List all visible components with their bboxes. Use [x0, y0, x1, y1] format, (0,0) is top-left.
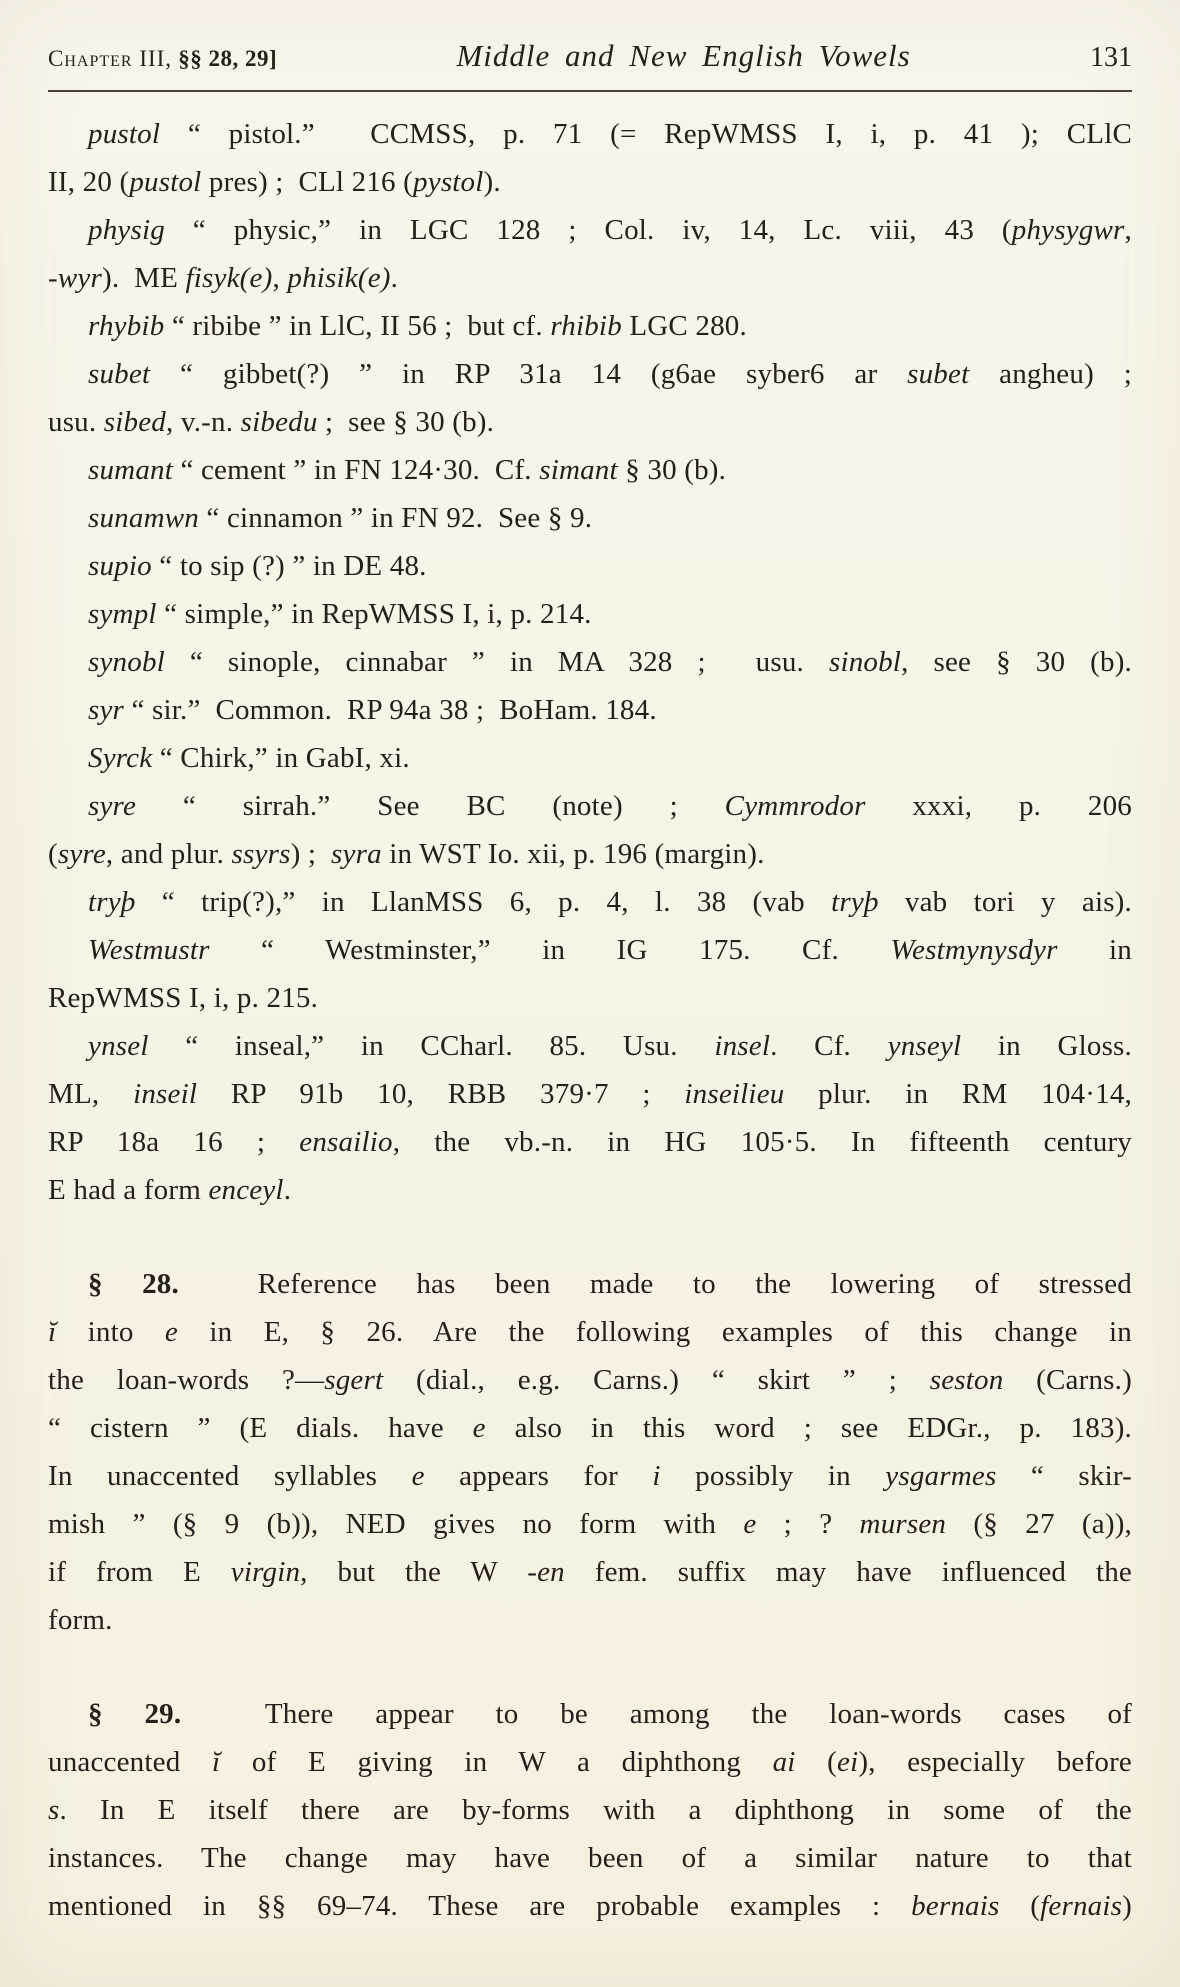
italic-text: e [743, 1508, 757, 1540]
text-run: “ sirrah.” See BC (note) ; [136, 790, 725, 822]
italic-text: pustol [129, 166, 202, 198]
italic-text: ynsel [88, 1030, 149, 1062]
text-run: (dial., e.g. Carns.) “ skirt ” ; [383, 1364, 930, 1396]
text-run: plur. in RM 104·14, [784, 1078, 1132, 1110]
text-run: “ physic,” in LGC 128 ; Col. iv, 14, Lc. viii, 43 ( [164, 214, 1012, 246]
text-run: Reference has been made to the lowering of stressed [178, 1268, 1132, 1300]
text-line [48, 1882, 1132, 1930]
text-run: mentioned in §§ 69–74. These are probable examples : [48, 1890, 912, 1922]
text-run: , v.-n. [166, 406, 241, 438]
text-run: “ skir- [996, 1460, 1132, 1492]
italic-text: e [411, 1460, 425, 1492]
text-line [48, 1070, 1132, 1118]
text-run: In unaccented syllables [48, 1460, 412, 1492]
text-line [48, 878, 1132, 926]
italic-text: virgin [230, 1556, 301, 1588]
text-run: . In E itself there are by-forms with a diphthong in some of the [59, 1794, 1132, 1826]
italic-text: ai [772, 1746, 796, 1778]
text-run: RP 91b 10, RBB 379·7 ; [197, 1078, 685, 1110]
text-run: possibly in [660, 1460, 886, 1492]
text-line [48, 1500, 1132, 1548]
italic-text: ei [837, 1746, 859, 1778]
italic-text: sumant [88, 454, 173, 486]
text-line [48, 254, 1132, 302]
text-run: ( [999, 1890, 1041, 1922]
text-line [48, 206, 1132, 254]
text-run: in [1057, 934, 1132, 966]
text-run: fem. suffix may have influenced the [564, 1556, 1132, 1588]
running-header [48, 38, 1132, 74]
text-run: if from E [48, 1556, 231, 1588]
italic-text: fernais [1040, 1890, 1123, 1922]
text-line [48, 1166, 1132, 1214]
page-number: 131 [1090, 42, 1132, 73]
entry-rhybib [48, 302, 1132, 350]
text-run: in E, § 26. Are the following examples of this change in [178, 1316, 1132, 1348]
running-head-title: Middle and New English Vowels [456, 38, 911, 73]
text-run: instances. The change may have been of a similar nature to that [48, 1842, 1132, 1874]
text-run: appears for [424, 1460, 653, 1492]
italic-text: rhybib [88, 310, 165, 342]
italic-text: sibedu [240, 406, 318, 438]
text-run: usu. [48, 406, 104, 438]
italic-text: seston [929, 1364, 1004, 1396]
italic-text: simant [539, 454, 618, 486]
italic-text: physig [88, 214, 165, 246]
italic-text: syre [88, 790, 137, 822]
italic-text: Westmustr [88, 934, 210, 966]
text-line [48, 1308, 1132, 1356]
text-run: also in this word ; see EDGr., p. 183). [485, 1412, 1132, 1444]
text-line [48, 446, 1132, 494]
text-run: II, 20 ( [48, 166, 130, 198]
text-run: There appear to be among the loan-words cases of [181, 1698, 1132, 1730]
italic-text: i [652, 1460, 661, 1492]
text-run: “ simple,” in RepWMSS I, i, p. 214. [156, 598, 592, 630]
text-run: E had a form [48, 1174, 209, 1206]
text-line [48, 926, 1132, 974]
text-line [48, 350, 1132, 398]
text-run: ; see § 30 (b). [317, 406, 495, 438]
italic-text: ynseyl [887, 1030, 962, 1062]
entry-supio [48, 542, 1132, 590]
italic-text: syra [331, 838, 382, 870]
text-run: LGC 280. [621, 310, 747, 342]
text-line [48, 1118, 1132, 1166]
italic-text: mursen [859, 1508, 947, 1540]
entry-physig [48, 206, 1132, 302]
italic-text: inseilieu [684, 1078, 785, 1110]
entry-syre [48, 782, 1132, 878]
entry-sumant [48, 446, 1132, 494]
italic-text: Syrck [88, 742, 153, 774]
italic-text: en [537, 1556, 565, 1588]
text-run: angheu) ; [969, 358, 1132, 390]
entry-subet [48, 350, 1132, 446]
text-run: “ Chirk,” in GabI, xi. [152, 742, 410, 774]
italic-text: pystol [413, 166, 484, 198]
text-line [48, 782, 1132, 830]
italic-text: -wyr [48, 262, 102, 294]
italic-text: subet [907, 358, 970, 390]
text-run: unaccented [48, 1746, 212, 1778]
text-run: , [272, 262, 288, 294]
italic-text: e [472, 1412, 486, 1444]
italic-text: sibed [103, 406, 167, 438]
text-run: , see § 30 (b). [901, 646, 1133, 678]
running-head-chapter [48, 46, 277, 72]
text-line [48, 734, 1132, 782]
text-run: in WST Io. xii, p. 196 (margin). [381, 838, 765, 870]
text-line [48, 1356, 1132, 1404]
italic-text: sunamwn [88, 502, 199, 534]
text-line [48, 1022, 1132, 1070]
text-run: into [56, 1316, 165, 1348]
text-run: RP 18a 16 ; [48, 1126, 300, 1158]
italic-text: insel [714, 1030, 771, 1062]
text-line [48, 302, 1132, 350]
text-run: “ Westminster,” in IG 175. Cf. [209, 934, 891, 966]
text-run: ; ? [756, 1508, 860, 1540]
italic-text: inseil [133, 1078, 198, 1110]
text-run: ) [1122, 1890, 1132, 1922]
italic-text: synobl [88, 646, 165, 678]
entry-synobl [48, 638, 1132, 686]
text-run: “ gibbet(?) ” in RP 31a 14 (g6ae syber6 ar [150, 358, 908, 390]
text-run: of E giving in W a diphthong [220, 1746, 773, 1778]
text-run: “ sir.” Common. RP 94a 38 ; BoHam. 184. [124, 694, 657, 726]
text-line [48, 1452, 1132, 1500]
text-run: ( [48, 838, 58, 870]
text-line [48, 830, 1132, 878]
italic-text: sympl [88, 598, 157, 630]
text-line [48, 1834, 1132, 1882]
entry-syr [48, 686, 1132, 734]
italic-text: ysgarmes [885, 1460, 997, 1492]
text-run: “ inseal,” in CCharl. 85. Usu. [148, 1030, 715, 1062]
text-line [48, 686, 1132, 734]
text-run: , but the W - [300, 1556, 538, 1588]
text-line [48, 1548, 1132, 1596]
entry-ynsel [48, 1022, 1132, 1214]
text-line [48, 494, 1132, 542]
italic-text: syre [57, 838, 106, 870]
entry-tryp [48, 878, 1132, 926]
italic-text: ssyrs [231, 838, 291, 870]
text-line [48, 638, 1132, 686]
text-run: (§ 27 (a)), [946, 1508, 1133, 1540]
italic-text: supio [88, 550, 152, 582]
text-run: , the vb.-n. in HG 105·5. In fifteenth century [392, 1126, 1132, 1158]
italic-text: ensailio [299, 1126, 393, 1158]
text-run: “ cinnamon ” in FN 92. See § 9. [198, 502, 593, 534]
text-run: ( [795, 1746, 837, 1778]
italic-text: bernais [911, 1890, 1000, 1922]
text-run: “ pistol.” CCMSS, p. 71 (= RepWMSS I, i, p. 41 ); CLlC [160, 118, 1132, 150]
text-run: ). ME [101, 262, 186, 294]
text-run: , and plur. [105, 838, 232, 870]
italic-text: ĭ [48, 1316, 57, 1348]
italic-text: sinobl [828, 646, 902, 678]
text-line [48, 398, 1132, 446]
text-run: “ to sip (?) ” in DE 48. [151, 550, 427, 582]
italic-text: physygwr [1011, 214, 1125, 246]
text-run: form. [48, 1604, 113, 1636]
text-run: , [1124, 214, 1132, 246]
entry-syrck [48, 734, 1132, 782]
chapter-label: Chapter III, [48, 46, 173, 71]
text-run: in Gloss. [961, 1030, 1132, 1062]
entry-sunamwn [48, 494, 1132, 542]
text-line [48, 1404, 1132, 1452]
text-line [48, 1786, 1132, 1834]
italic-text: phisik(e) [287, 262, 391, 294]
entry-sympl [48, 590, 1132, 638]
text-line [48, 1596, 1132, 1644]
text-run: “ trip(?),” in LlanMSS 6, p. 4, l. 38 (vab [135, 886, 832, 918]
italic-text: Westmynysdyr [890, 934, 1058, 966]
text-run: ), especially before [858, 1746, 1132, 1778]
text-run: “ cistern ” (E dials. have [48, 1412, 473, 1444]
text-run: vab tori y ais). [878, 886, 1132, 918]
text-line [48, 590, 1132, 638]
italic-text: s [48, 1794, 60, 1826]
text-run: “ ribibe ” in LlC, II 56 ; but cf. [164, 310, 551, 342]
text-run: (Carns.) [1003, 1364, 1132, 1396]
section-29 [48, 1690, 1132, 1930]
chapter-sections: §§ 28, 29] [178, 46, 278, 71]
italic-text: tryþ [88, 886, 136, 918]
text-run: . [283, 1174, 292, 1206]
text-run: ). [483, 166, 501, 198]
text-run: ML, [48, 1078, 134, 1110]
italic-text: subet [88, 358, 151, 390]
entry-westmustr [48, 926, 1132, 1022]
text-run: § 30 (b). [617, 454, 727, 486]
text-run: ) ; [290, 838, 332, 870]
text-run: . Cf. [770, 1030, 888, 1062]
text-run: mish ” (§ 9 (b)), NED gives no form with [48, 1508, 744, 1540]
section-28 [48, 1260, 1132, 1644]
italic-text: ĭ [212, 1746, 221, 1778]
text-line [48, 110, 1132, 158]
text-line [48, 158, 1132, 206]
text-run: “ sinople, cinnabar ” in MA 328 ; usu. [164, 646, 829, 678]
entry-pustol [48, 110, 1132, 206]
text-line [48, 1260, 1132, 1308]
text-line [48, 542, 1132, 590]
text-line [48, 974, 1132, 1022]
italic-text: pustol [88, 118, 161, 150]
bold-text: § 29. [88, 1698, 182, 1730]
text-run: xxxi, p. 206 [865, 790, 1132, 822]
text-run: . [390, 262, 399, 294]
header-rule [48, 90, 1132, 92]
italic-text: Cymmrodor [724, 790, 866, 822]
italic-text: enceyl [208, 1174, 284, 1206]
italic-text: tryþ [831, 886, 879, 918]
italic-text: sgert [324, 1364, 384, 1396]
text-run: pres) ; CLl 216 ( [201, 166, 414, 198]
italic-text: fisyk(e) [185, 262, 273, 294]
text-line [48, 1690, 1132, 1738]
text-run: “ cement ” in FN 124·30. Cf. [173, 454, 540, 486]
italic-text: syr [88, 694, 125, 726]
italic-text: rhibib [550, 310, 622, 342]
page-body [48, 110, 1132, 1930]
bold-text: § 28. [88, 1268, 179, 1300]
italic-text: e [164, 1316, 178, 1348]
text-run: RepWMSS I, i, p. 215. [48, 982, 319, 1014]
text-line [48, 1738, 1132, 1786]
text-run: the loan-words ?— [48, 1364, 325, 1396]
